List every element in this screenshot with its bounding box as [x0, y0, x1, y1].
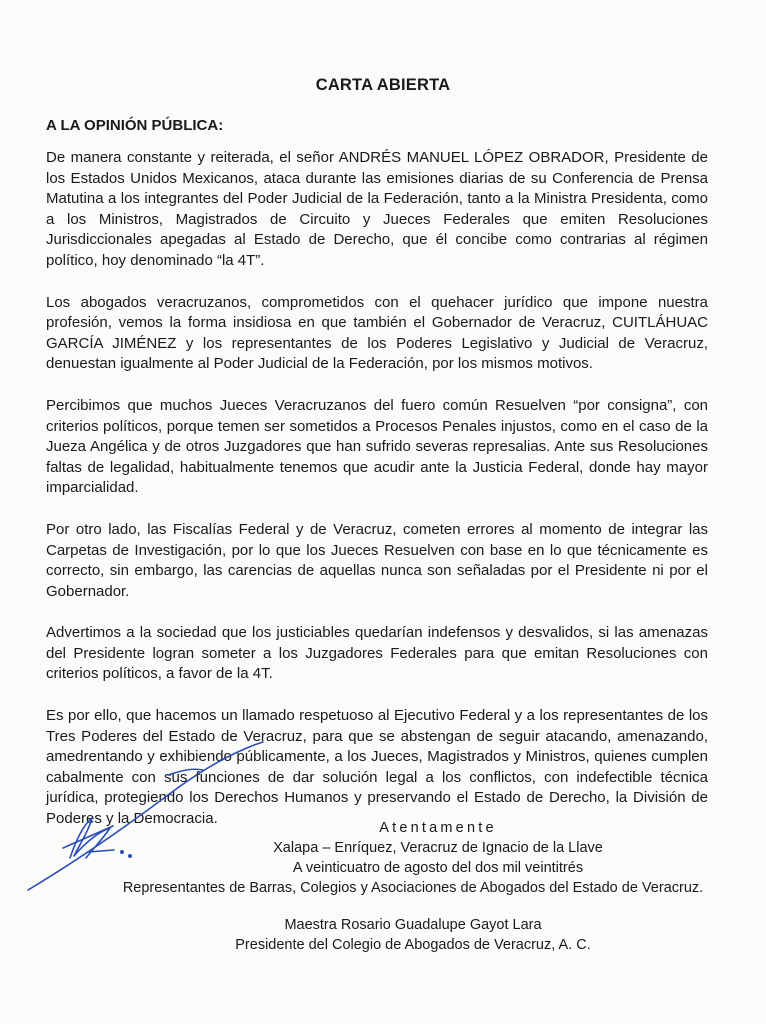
closing-block: [0, 818, 766, 898]
paragraph-4: Por otro lado, las Fiscalías Federal y de Veracruz, cometen errores al momento de integrar las Carpetas de Investigación, por lo que los Jueces Resuelven con base en lo que técnicamente es correcto, sin embargo, las carencias de aquellas nunca son señaladas por el Presidente ni por el Gobernador.: [46, 520, 708, 600]
paragraph-2: Los abogados veracruzanos, comprometidos con el quehacer jurídico que impone nuestra profesión, vemos la forma insidiosa en que también el Gobernador de Veracruz, CUITLÁHUAC GARCÍA JIMÉNEZ y los representantes de los Poderes Legislativo y Judicial de Veracruz, denuestan igualmente al Poder Judicial de la Federación, por los mismos motivos.: [46, 293, 708, 373]
signer-name: Maestra Rosario Guadalupe Gayot Lara: [284, 917, 542, 933]
signer-role: Presidente del Colegio de Abogados de Veracruz, A. C.: [235, 937, 591, 953]
place-line: Xalapa – Enríquez, Veracruz de Ignacio de la Llave: [273, 840, 603, 856]
date-line: A veinticuatro de agosto del dos mil veintitrés: [292, 860, 584, 876]
paragraph-6: Es por ello, que hacemos un llamado respetuoso al Ejecutivo Federal y a los representantes de los Tres Poderes del Estado de Veracruz, para que se abstengan de seguir atacando, amenazando, amedrentando y exhibiendo públicamente, a los Jueces, Magistrados y Ministros, quienes cumplen cabalmente con sus funciones de dar solución legal a los conflictos, con indefectible técnica jurídica, protegiendo los Derechos Humanos y preservando el Estado de Derecho, la División de Poderes y la Democracia.: [46, 707, 708, 828]
signer-block: [0, 915, 766, 955]
representatives-line: Representantes de Barras, Colegios y Asociaciones de Abogados del Estado de Veracruz.: [122, 880, 704, 896]
salutation: A LA OPINIÓN PÚBLICA:: [46, 117, 224, 134]
valediction: Atentamente: [379, 820, 497, 836]
paragraph-5: Advertimos a la sociedad que los justiciables quedarían indefensos y desvalidos, si las amenazas del Presidente logran someter a los Juzgadores Federales para que emitan Resoluciones con criterios políticos, a favor de la 4T.: [46, 624, 708, 683]
paragraph-1: De manera constante y reiterada, el señor ANDRÉS MANUEL LÓPEZ OBRADOR, Presidente de los Estados Unidos Mexicanos, ataca durante las emisiones diarias de su Conferencia de Prensa Matutina a los integrantes del Poder Judicial de la Federación, tanto a la Ministra Presidenta, como a los Ministros, Magistrados de Circuito y Jueces Federales que emiten Resoluciones Jurisdiccionales apegadas al Estado de Derecho, que él concibe como contrarias al régimen político, hoy denominado “la 4T”.: [46, 149, 708, 269]
paragraph-3: Percibimos que muchos Jueces Veracruzanos del fuero común Resuelven “por consigna”, con criterios políticos, porque temen ser sometidos a Procesos Penales injustos, como en el caso de la Jueza Angélica y de otros Juzgadores que han sufrido severas represalias. Ante sus Resoluciones faltas de legalidad, habitualmente tenemos que acudir ante la Justicia Federal, donde hay mayor imparcialidad.: [46, 396, 708, 497]
letter-title: CARTA ABIERTA: [315, 76, 451, 94]
